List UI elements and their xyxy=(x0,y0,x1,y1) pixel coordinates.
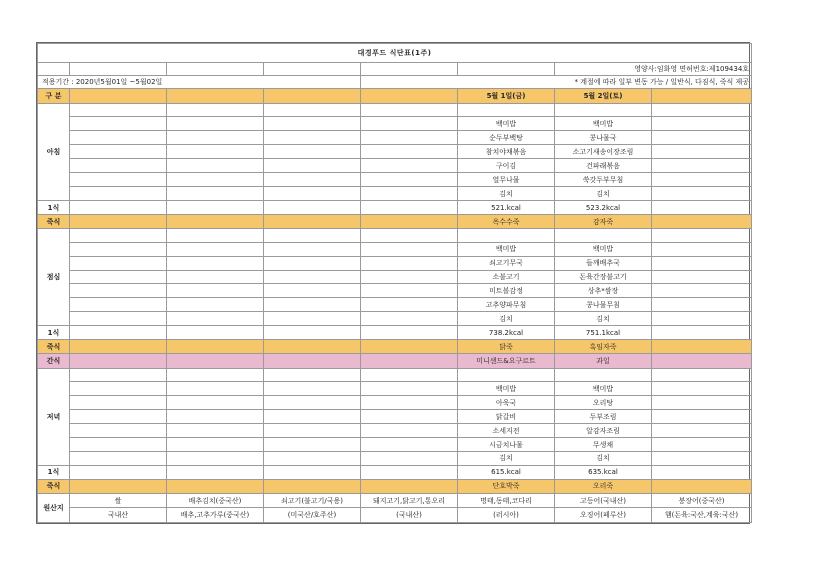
menu-item: 닭갈비 xyxy=(458,410,555,424)
menu-item: 소불고기 xyxy=(458,270,555,284)
menu-item: 건파래볶음 xyxy=(555,159,652,173)
nutritionist-info: 영양사:임화영 면허번호:제109434호 xyxy=(555,62,752,75)
menu-item: 들깨배추국 xyxy=(555,256,652,270)
calorie-day1: 615.kcal xyxy=(458,465,555,479)
origin-cell: 명태,동태,코다리 xyxy=(458,493,555,508)
menu-item: 구이김 xyxy=(458,159,555,173)
calorie-label: 1식 xyxy=(38,326,70,340)
menu-item: 고추양파무침 xyxy=(458,298,555,312)
menu-row xyxy=(38,452,752,466)
menu-item: 백미밥 xyxy=(555,242,652,256)
dinner-section xyxy=(38,368,752,493)
porridge-day2: 흑임자죽 xyxy=(555,340,652,354)
menu-item: 시금치나물 xyxy=(458,438,555,452)
menu-item: 참치야채볶음 xyxy=(458,145,555,159)
porridge-day1: 단호박죽 xyxy=(458,479,555,493)
calorie-row xyxy=(38,201,752,215)
porridge-label: 죽식 xyxy=(38,340,70,354)
menu-item: 백미밥 xyxy=(555,382,652,396)
menu-item: 알감자조림 xyxy=(555,424,652,438)
porridge-day1: 닭죽 xyxy=(458,340,555,354)
menu-item: 두부조림 xyxy=(555,410,652,424)
origin-cell: (미국산/호주산) xyxy=(264,508,361,523)
origin-cell: 배추,고추가루(중국산) xyxy=(167,508,264,523)
period-row xyxy=(38,76,752,89)
menu-row xyxy=(38,173,752,187)
origin-label: 원산지 xyxy=(38,493,70,522)
origin-cell: 햄(돈육:국산,계육:국산) xyxy=(652,508,752,523)
menu-row xyxy=(38,382,752,396)
porridge-row xyxy=(38,340,752,354)
menu-row xyxy=(38,187,752,201)
origin-cell: 오징어(페루산) xyxy=(555,508,652,523)
menu-item: 김치 xyxy=(458,187,555,201)
menu-item: 상추*쌈장 xyxy=(555,284,652,298)
porridge-label: 죽식 xyxy=(38,479,70,493)
menu-row xyxy=(38,242,752,256)
menu-item: 미트볼감정 xyxy=(458,284,555,298)
title-row xyxy=(38,44,752,63)
snack-section xyxy=(38,354,752,368)
menu-item: 백미밥 xyxy=(458,382,555,396)
menu-row xyxy=(38,424,752,438)
menu-item: 김치 xyxy=(555,187,652,201)
snack-row xyxy=(38,354,752,368)
lunch-label: 점심 xyxy=(38,229,70,326)
snack-day2: 과일 xyxy=(555,354,652,368)
page-title: 대경푸드 식단표(1주) xyxy=(38,44,752,63)
origin-cell: 국내산 xyxy=(70,508,167,523)
menu-item: 소고기새송이장조림 xyxy=(555,145,652,159)
header-category: 구 분 xyxy=(38,89,70,104)
menu-row xyxy=(38,131,752,145)
calorie-row xyxy=(38,326,752,340)
breakfast-label: 아침 xyxy=(38,104,70,201)
porridge-row xyxy=(38,479,752,493)
menu-row xyxy=(38,438,752,452)
calorie-day1: 521.kcal xyxy=(458,201,555,215)
calorie-label: 1식 xyxy=(38,465,70,479)
menu-item: 콩나물무침 xyxy=(555,298,652,312)
calorie-day2: 751.1kcal xyxy=(555,326,652,340)
menu-item: 소세지전 xyxy=(458,424,555,438)
header-day1: 5월 1일(금) xyxy=(458,89,555,104)
menu-row xyxy=(38,159,752,173)
menu-row xyxy=(38,396,752,410)
spacer-row xyxy=(38,229,752,242)
info-row xyxy=(38,62,752,75)
menu-item: 김치 xyxy=(555,312,652,326)
notice-text: * 계절에 따라 일부 변동 가능 / 일반식, 다짐식, 죽식 제공 xyxy=(361,76,752,89)
snack-label: 간식 xyxy=(38,354,70,368)
menu-item: 열무나물 xyxy=(458,173,555,187)
menu-item: 백미밥 xyxy=(458,242,555,256)
menu-item: 무생채 xyxy=(555,438,652,452)
porridge-label: 죽식 xyxy=(38,215,70,229)
origin-cell: (국내산) xyxy=(361,508,458,523)
menu-item: 돈육간장불고기 xyxy=(555,270,652,284)
porridge-row xyxy=(38,215,752,229)
menu-item: 김치 xyxy=(555,452,652,466)
menu-item: 백미밥 xyxy=(458,117,555,131)
menu-item: 아욱국 xyxy=(458,396,555,410)
menu-item: 백미밥 xyxy=(555,117,652,131)
menu-item: 콩나물국 xyxy=(555,131,652,145)
menu-item: 순두부백탕 xyxy=(458,131,555,145)
menu-item: 김치 xyxy=(458,452,555,466)
dinner-label: 저녁 xyxy=(38,368,70,465)
menu-row xyxy=(38,256,752,270)
menu-row xyxy=(38,145,752,159)
application-period: 적용기간 : 2020년5월01일 ~5월02일 xyxy=(38,76,361,89)
menu-row xyxy=(38,117,752,131)
header-day2: 5월 2일(토) xyxy=(555,89,652,104)
origin-cell: 고등어(국내산) xyxy=(555,493,652,508)
menu-row xyxy=(38,410,752,424)
lunch-section xyxy=(38,229,752,354)
calorie-day2: 523.2kcal xyxy=(555,201,652,215)
menu-row xyxy=(38,270,752,284)
menu-item: 오리탕 xyxy=(555,396,652,410)
origin-cell: 붕장어(중국산) xyxy=(652,493,752,508)
calorie-day2: 635.kcal xyxy=(555,465,652,479)
menu-item: 쇠고기무국 xyxy=(458,256,555,270)
calorie-day1: 738.2kcal xyxy=(458,326,555,340)
calorie-label: 1식 xyxy=(38,201,70,215)
header-row xyxy=(38,89,752,104)
origin-cell: 쌀 xyxy=(70,493,167,508)
menu-table xyxy=(37,43,752,523)
menu-row xyxy=(38,284,752,298)
origin-row-2 xyxy=(38,508,752,523)
menu-sheet xyxy=(36,42,750,524)
origin-cell: (러시아) xyxy=(458,508,555,523)
spacer-row xyxy=(38,368,752,381)
spacer-row xyxy=(38,104,752,117)
menu-row xyxy=(38,312,752,326)
breakfast-section xyxy=(38,104,752,229)
origin-cell: 돼지고기,닭고기,통오리 xyxy=(361,493,458,508)
menu-item: 쑥갓두부무침 xyxy=(555,173,652,187)
menu-row xyxy=(38,298,752,312)
calorie-row xyxy=(38,465,752,479)
origin-row-1 xyxy=(38,493,752,508)
snack-day1: 미니샌드&요구르트 xyxy=(458,354,555,368)
porridge-day1: 옥수수죽 xyxy=(458,215,555,229)
origin-cell: 배추김치(중국산) xyxy=(167,493,264,508)
origin-cell: 쇠고기(불고기/국용) xyxy=(264,493,361,508)
origin-section xyxy=(38,493,752,522)
porridge-day2: 감자죽 xyxy=(555,215,652,229)
porridge-day2: 오리죽 xyxy=(555,479,652,493)
menu-item: 김치 xyxy=(458,312,555,326)
